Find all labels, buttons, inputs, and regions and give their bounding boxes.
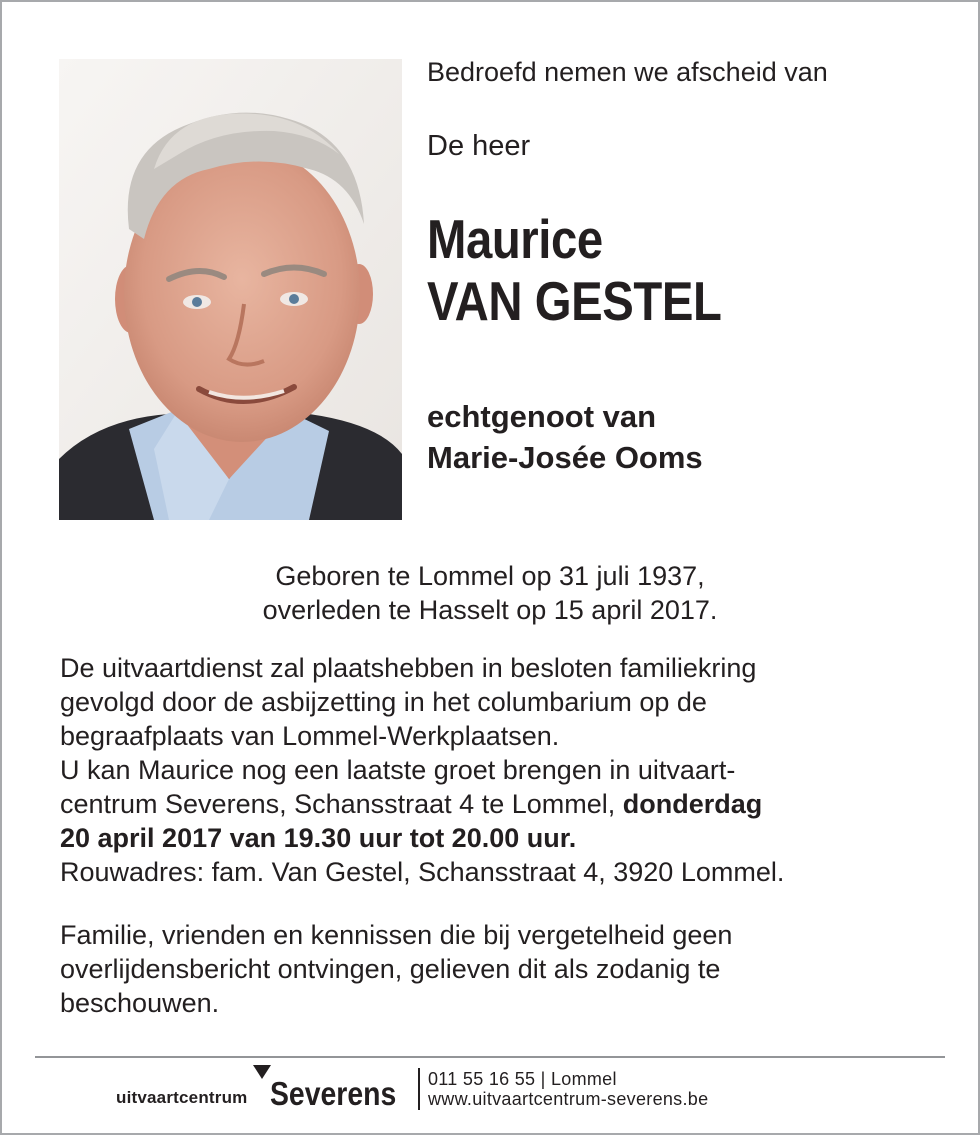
logo-subtitle: uitvaartcentrum: [116, 1088, 248, 1107]
logo-name: Severens: [270, 1075, 397, 1112]
service-datetime: [60, 821, 940, 855]
footer-divider: [35, 1056, 945, 1058]
service-datetime-text: 20 april 2017 van 19.30 uur tot 20.00 uur.: [60, 823, 577, 853]
deceased-name: [427, 208, 721, 332]
honorific: De heer: [427, 130, 531, 162]
closing-note: [60, 918, 940, 1020]
contact-info: [428, 1069, 708, 1109]
phone-location: 011 55 16 55 | Lommel: [428, 1069, 617, 1089]
service-day: donderdag: [622, 789, 763, 819]
closing-line: beschouwen.: [60, 988, 220, 1018]
service-line: gevolgd door de asbijzetting in het columbarium op de: [60, 687, 707, 717]
service-line: U kan Maurice nog een laatste groet brengen in uitvaart-: [60, 755, 736, 785]
service-line: De uitvaartdienst zal plaatshebben in besloten familiekring: [60, 653, 757, 683]
closing-line: overlijdensbericht ontvingen, gelieven dit als zodanig te: [60, 954, 721, 984]
first-name: Maurice: [427, 208, 603, 270]
website-link[interactable]: www.uitvaartcentrum-severens.be: [428, 1089, 709, 1109]
birth-line: Geboren te Lommel op 31 juli 1937,: [275, 561, 705, 591]
service-details: [60, 651, 940, 889]
service-line: [60, 787, 940, 821]
closing-line: Familie, vrienden en kennissen die bij vergetelheid geen: [60, 920, 733, 950]
intro-text: Bedroefd nemen we afscheid van: [427, 57, 828, 87]
life-dates: [0, 559, 980, 627]
footer-separator: [418, 1068, 420, 1110]
spouse-label: echtgenoot van: [427, 399, 657, 434]
portrait-photo: [59, 59, 402, 520]
last-name: VAN GESTEL: [427, 270, 722, 332]
spouse-name: Marie-Josée Ooms: [427, 440, 703, 475]
spouse-info: [427, 396, 703, 478]
service-line-text: centrum Severens, Schansstraat 4 te Lommel,: [60, 789, 623, 819]
logo-triangle-icon: [253, 1065, 271, 1079]
service-line: begraafplaats van Lommel-Werkplaatsen.: [60, 721, 560, 751]
death-line: overleden te Hasselt op 15 april 2017.: [262, 595, 718, 625]
mourning-address: Rouwadres: fam. Van Gestel, Schansstraat 4, 3920 Lommel.: [60, 857, 785, 887]
